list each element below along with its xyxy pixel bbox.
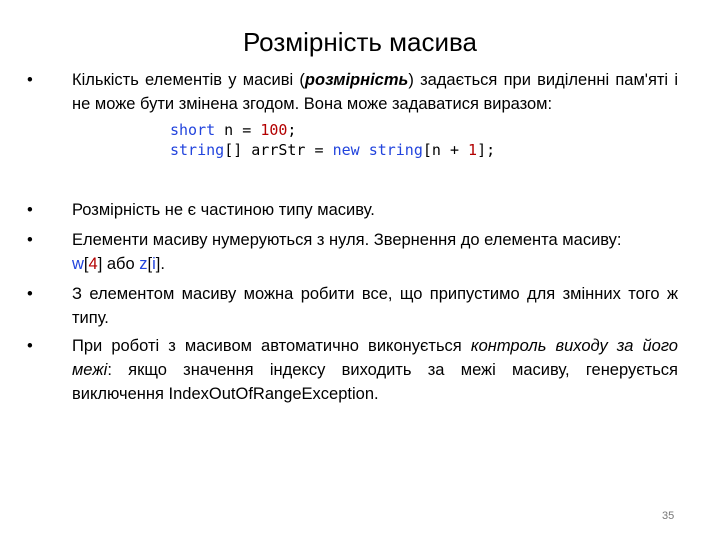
or-word: або: [102, 255, 140, 273]
code-keyword-string: string: [170, 141, 225, 159]
bullet-text-post: ) задається при виділенні пам'яті і не може бути змінена згодом. Вона може задаватися виразом:: [72, 71, 678, 113]
bullet-text: Елементи масиву нумеруються з нуля. Звернення до елемента масиву:: [72, 231, 622, 249]
bracket-close-2: ]: [155, 255, 161, 273]
code-text: [] arrStr =: [224, 141, 333, 159]
bullet-symbol: •: [27, 231, 33, 249]
code-end: ];: [477, 141, 496, 159]
bullet-symbol: •: [27, 337, 33, 355]
code-var-w: w: [72, 255, 84, 273]
code-number-1: 1: [468, 141, 478, 159]
code-text: n =: [215, 121, 261, 139]
code-var-z: z: [139, 255, 148, 273]
bullet-item-zero-indexing: [27, 228, 678, 276]
code-text-2: [n +: [422, 141, 469, 159]
page-number: 35: [662, 510, 675, 522]
bullet-symbol: •: [27, 71, 33, 89]
code-index-4: 4: [88, 255, 98, 273]
bracket-open: [: [83, 255, 89, 273]
bullet-emphasis: розмірність: [304, 71, 409, 89]
bullet-item-not-part-of-type: [27, 198, 678, 222]
bullet-symbol: •: [27, 285, 33, 303]
code-space: [360, 141, 369, 159]
bullet-item-element-usage: [27, 282, 678, 330]
code-keyword-short: short: [170, 121, 216, 139]
period: .: [160, 255, 165, 273]
bullet-text-pre: При роботі з масивом автоматично виконується: [72, 337, 471, 355]
bullet-text-post: : якщо значення індексу виходить за межі масиву, генерується виключення IndexOutOfRangeException.: [72, 361, 678, 403]
code-semicolon: ;: [287, 121, 297, 139]
bullet-text: З елементом масиву можна робити все, що припустимо для змінних того ж типу.: [72, 285, 678, 327]
code-keyword-new: new: [332, 141, 360, 159]
slide-title: Розмірність масива: [242, 27, 478, 57]
bullet-item-bounds-check: [27, 334, 678, 406]
bracket-close: ]: [97, 255, 103, 273]
bullet-symbol: •: [27, 201, 33, 219]
code-block: [170, 120, 495, 160]
bullet-text-pre: Кількість елементів у масиві (: [72, 71, 305, 89]
code-index-i: i: [152, 255, 156, 273]
code-keyword-string-2: string: [368, 141, 423, 159]
bracket-open-2: [: [147, 255, 153, 273]
bullet-text: Розмірність не є частиною типу масиву.: [72, 201, 375, 219]
code-line-1: [170, 120, 495, 140]
code-line-2: [170, 140, 495, 160]
bullet-emphasis: контроль виходу за його межі: [72, 337, 678, 379]
code-number-100: 100: [260, 121, 288, 139]
bullet-item-dimension: [27, 68, 678, 116]
